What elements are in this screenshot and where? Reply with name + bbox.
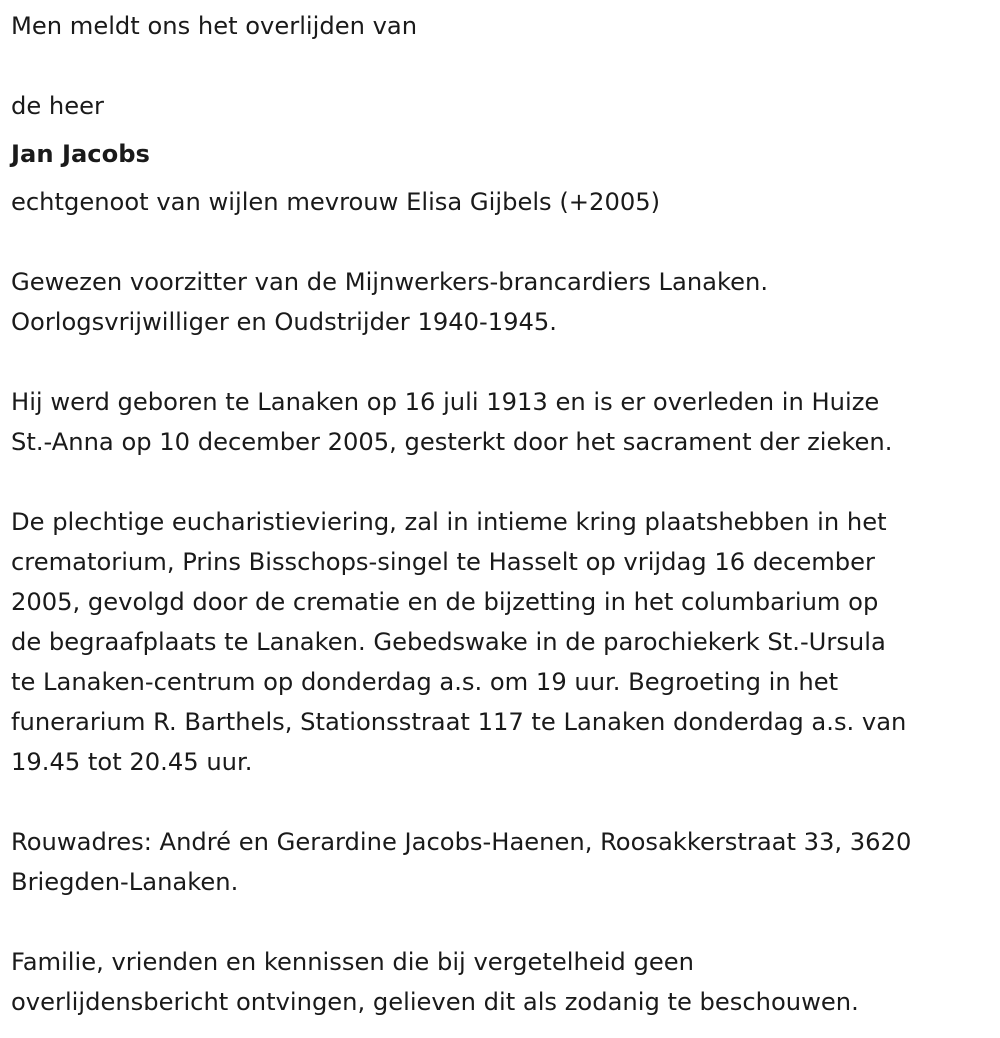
ceremony-line: crematorium, Prins Bisschops-singel te Hasselt op vrijdag 16 december	[11, 548, 875, 576]
birth-death-paragraph	[11, 382, 996, 462]
salutation: de heer	[11, 92, 104, 120]
roles-paragraph	[11, 262, 996, 342]
address-line: Rouwadres: André en Gerardine Jacobs-Haenen, Roosakkerstraat 33, 3620	[11, 828, 912, 856]
closing-line: Familie, vrienden en kennissen die bij vergetelheid geen	[11, 948, 694, 976]
ceremony-line: 2005, gevolgd door de crematie en de bijzetting in het columbarium op	[11, 588, 879, 616]
death-notice	[11, 6, 996, 1022]
ceremony-line: te Lanaken-centrum op donderdag a.s. om 19 uur. Begroeting in het	[11, 668, 839, 696]
deceased-name: Jan Jacobs	[11, 140, 150, 168]
roles-line: Gewezen voorzitter van de Mijnwerkers-brancardiers Lanaken.	[11, 268, 769, 296]
ceremony-line: De plechtige eucharistieviering, zal in intieme kring plaatshebben in het	[11, 508, 887, 536]
ceremony-line: de begraafplaats te Lanaken. Gebedswake in de parochiekerk St.-Ursula	[11, 628, 886, 656]
closing-line: overlijdensbericht ontvingen, gelieven dit als zodanig te beschouwen.	[11, 988, 859, 1016]
birth-death-line: St.-Anna op 10 december 2005, gesterkt door het sacrament der zieken.	[11, 428, 893, 456]
birth-death-line: Hij werd geboren te Lanaken op 16 juli 1913 en is er overleden in Huize	[11, 388, 880, 416]
spouse-line: echtgenoot van wijlen mevrouw Elisa Gijbels (+2005)	[11, 188, 661, 216]
address-line: Briegden-Lanaken.	[11, 868, 239, 896]
ceremony-line: 19.45 tot 20.45 uur.	[11, 748, 253, 776]
roles-line: Oorlogsvrijwilliger en Oudstrijder 1940-1945.	[11, 308, 557, 336]
ceremony-line: funerarium R. Barthels, Stationsstraat 117 te Lanaken donderdag a.s. van	[11, 708, 907, 736]
address-paragraph	[11, 822, 996, 902]
intro-line: Men meldt ons het overlijden van	[11, 12, 418, 40]
closing-paragraph	[11, 942, 996, 1022]
ceremony-paragraph	[11, 502, 996, 782]
